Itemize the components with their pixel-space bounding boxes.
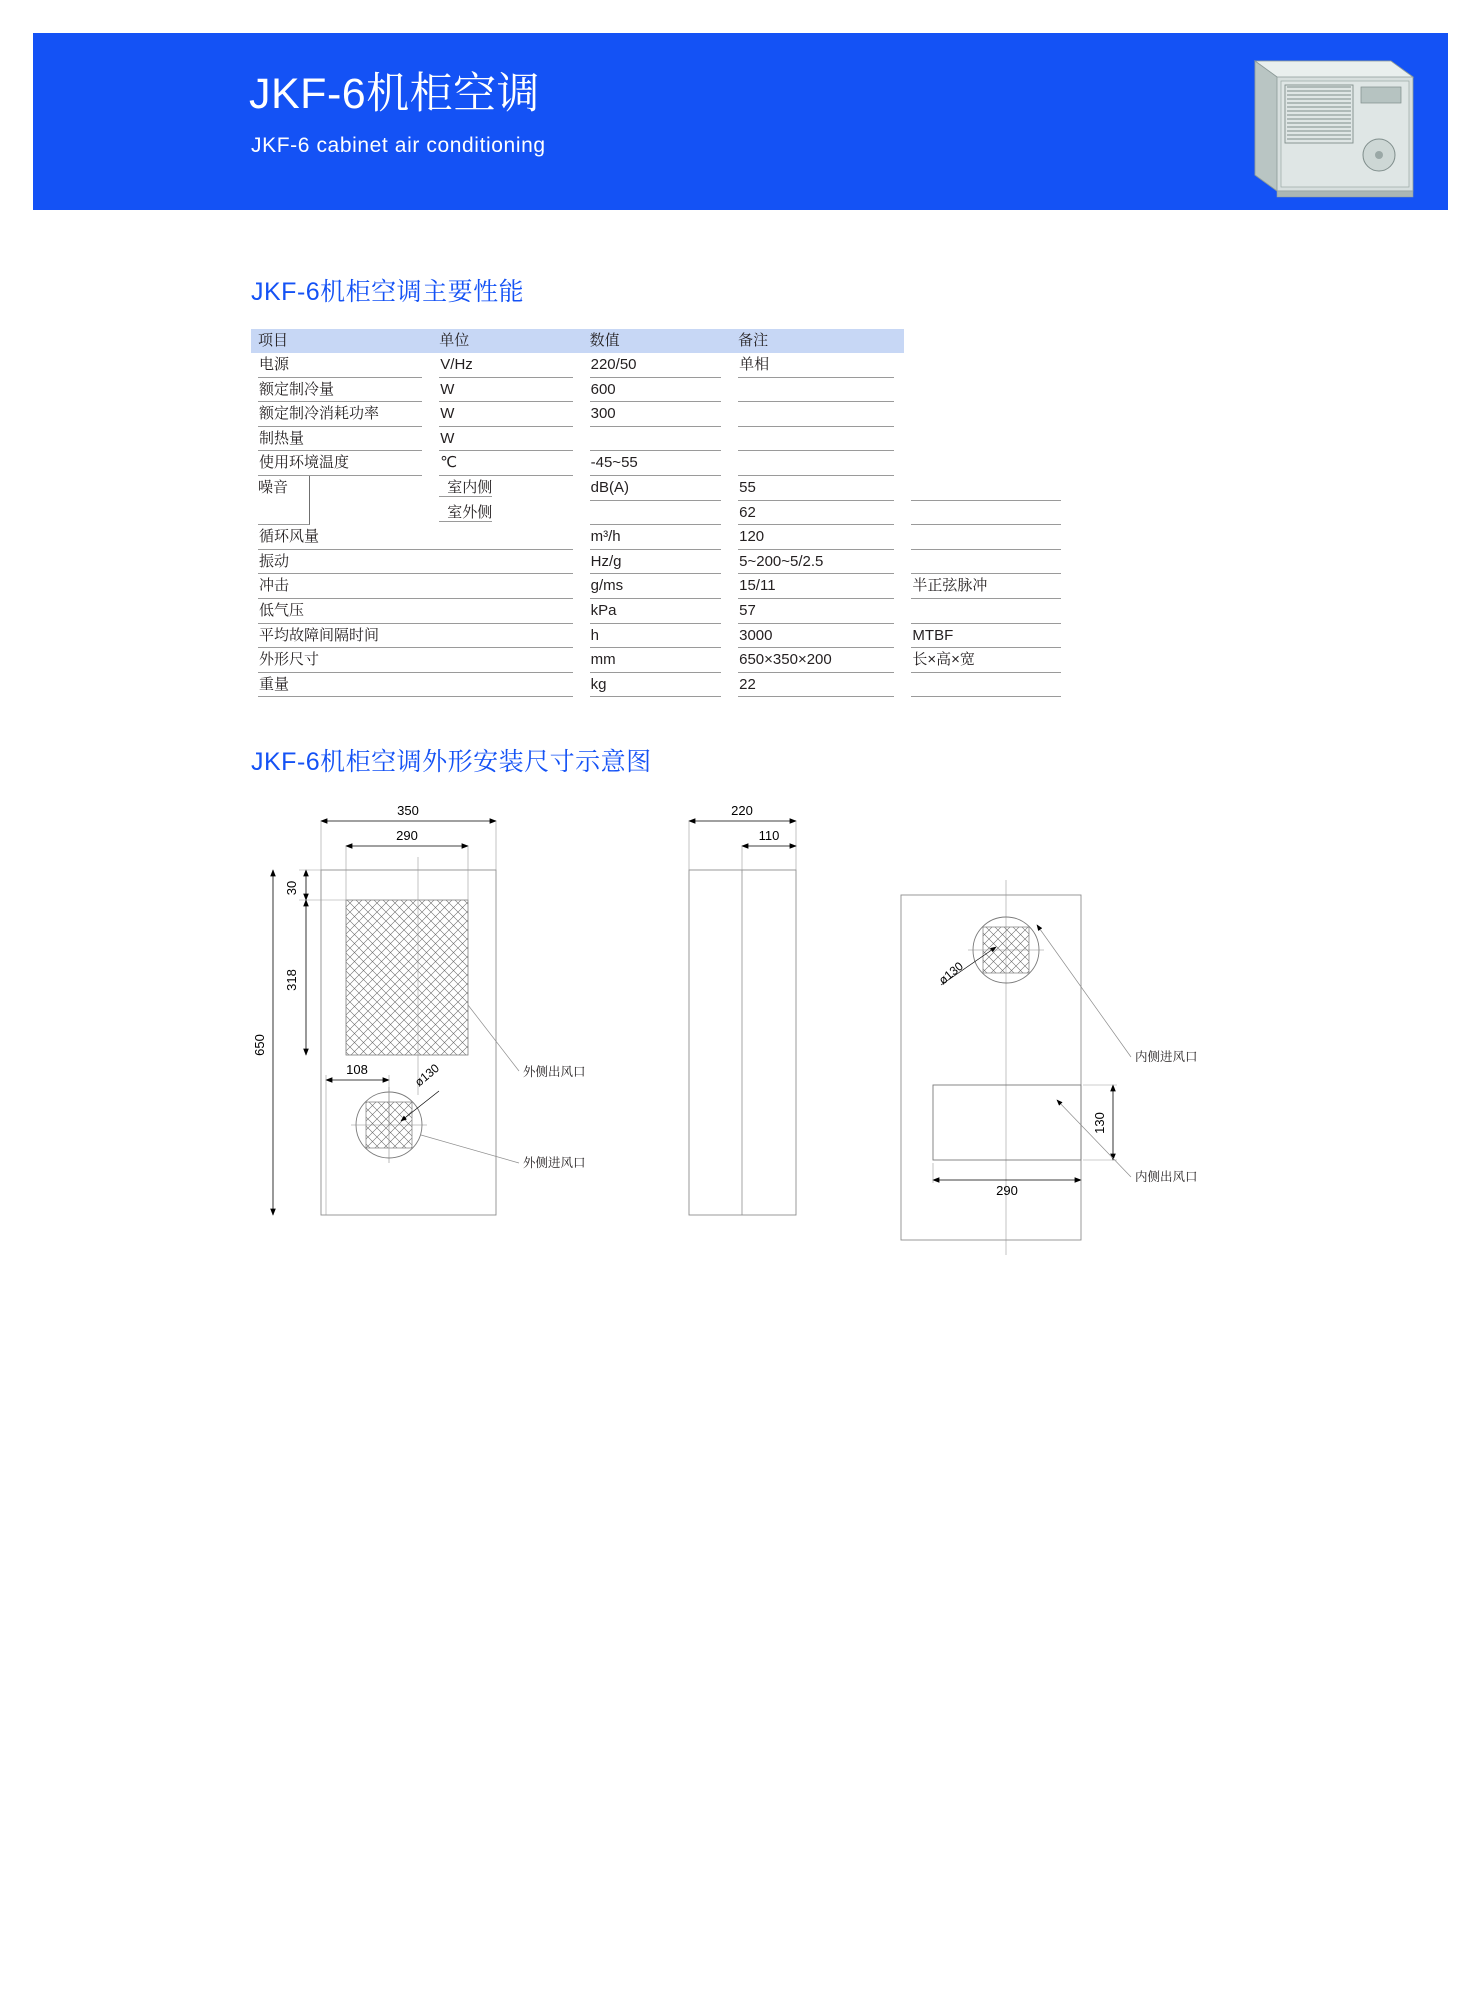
rear-view-drawing	[901, 880, 1198, 1255]
cell-value	[590, 427, 722, 452]
cell-item: 循环风量	[258, 525, 573, 550]
side-view-drawing	[689, 803, 796, 1215]
dim-label-rear-circle-diameter: ø130	[935, 958, 966, 988]
table-row	[251, 550, 1071, 575]
callout-outer-air-inlet: 外侧进风口	[523, 1156, 586, 1170]
cell-value: 650×350×200	[738, 648, 894, 673]
dimension-drawings	[251, 795, 1321, 1265]
cell-unit: W	[439, 378, 572, 403]
cell-item-noise: 噪音	[258, 476, 310, 525]
cell-remark	[911, 476, 1061, 501]
cell-item: 重量	[258, 673, 573, 698]
table-row	[251, 427, 1071, 452]
table-row	[251, 378, 1071, 403]
dim-label-width-total: 350	[397, 803, 419, 818]
column-header-unit: 单位	[432, 329, 582, 353]
column-header-value: 数值	[583, 329, 732, 353]
cell-item: 冲击	[258, 574, 573, 599]
cell-item: 电源	[258, 353, 422, 378]
cell-remark	[911, 501, 1061, 526]
cell-item: 平均故障间隔时间	[258, 624, 573, 649]
cell-value: -45~55	[590, 451, 722, 476]
cell-unit: g/ms	[590, 574, 722, 599]
cell-item: 额定制冷量	[258, 378, 422, 403]
cell-unit: V/Hz	[439, 353, 572, 378]
dim-label-grille-width: 290	[396, 828, 418, 843]
cell-unit: m³/h	[590, 525, 722, 550]
cell-remark	[738, 378, 894, 403]
cell-item: 使用环境温度	[258, 451, 422, 476]
cell-unit: kg	[590, 673, 722, 698]
cell-noise-sub-indoor: 室内侧	[439, 479, 492, 497]
table-row-noise-indoor	[251, 476, 1071, 501]
dim-label-circle-diameter: ø130	[411, 1060, 442, 1090]
dim-label-grille-height: 318	[284, 969, 299, 991]
cell-unit: kPa	[590, 599, 722, 624]
performance-section-heading: JKF-6机柜空调主要性能	[251, 278, 525, 306]
dimension-section-heading: JKF-6机柜空调外形安装尺寸示意图	[251, 748, 652, 776]
cell-remark: 长×高×宽	[911, 648, 1061, 673]
cell-remark: MTBF	[911, 624, 1061, 649]
dim-label-depth-total: 220	[731, 803, 753, 818]
dim-label-top-offset: 30	[284, 880, 299, 896]
dim-label-opening-height: 130	[1092, 1112, 1107, 1134]
cell-remark	[738, 427, 894, 452]
cell-remark	[738, 402, 894, 427]
cell-unit: dB(A)	[590, 476, 722, 501]
table-row	[251, 648, 1071, 673]
product-photo	[1241, 43, 1426, 208]
header-banner	[33, 33, 1448, 210]
table-row	[251, 353, 1071, 378]
cell-value: 5~200~5/2.5	[738, 550, 894, 575]
dim-label-height-total: 650	[252, 1034, 267, 1056]
table-row	[251, 451, 1071, 476]
dim-label-circle-offset: 108	[346, 1062, 368, 1077]
column-header-remark: 备注	[731, 329, 904, 353]
specification-table	[251, 329, 1071, 697]
table-row	[251, 624, 1071, 649]
dim-label-opening-width: 290	[996, 1183, 1018, 1198]
cell-value: 22	[738, 673, 894, 698]
cell-unit	[590, 501, 722, 526]
cell-remark	[911, 525, 1061, 550]
cell-value: 57	[738, 599, 894, 624]
cell-item: 低气压	[258, 599, 573, 624]
cell-unit: ℃	[439, 451, 572, 476]
cell-value: 55	[738, 476, 894, 501]
cell-value: 300	[590, 402, 722, 427]
cell-value: 220/50	[590, 353, 722, 378]
dim-label-depth-part: 110	[758, 828, 780, 843]
cell-value: 62	[738, 501, 894, 526]
cell-unit: mm	[590, 648, 722, 673]
cell-item: 制热量	[258, 427, 422, 452]
table-row	[251, 402, 1071, 427]
cell-remark: 半正弦脉冲	[911, 574, 1061, 599]
cell-remark	[911, 550, 1061, 575]
cell-remark	[911, 673, 1061, 698]
table-row	[251, 673, 1071, 698]
table-row	[251, 574, 1071, 599]
cell-unit: h	[590, 624, 722, 649]
cell-value: 120	[738, 525, 894, 550]
cell-remark	[911, 599, 1061, 624]
front-view-drawing	[252, 803, 586, 1215]
cell-value: 15/11	[738, 574, 894, 599]
cell-unit: W	[439, 427, 572, 452]
cell-value: 600	[590, 378, 722, 403]
cell-unit: W	[439, 402, 572, 427]
cell-item: 外形尺寸	[258, 648, 573, 673]
cell-unit: Hz/g	[590, 550, 722, 575]
cell-remark: 单相	[738, 353, 894, 378]
callout-inner-air-inlet: 内侧进风口	[1135, 1050, 1198, 1064]
page-subtitle: JKF-6 cabinet air conditioning	[251, 134, 546, 157]
column-header-item: 项目	[251, 329, 432, 353]
cell-item: 振动	[258, 550, 573, 575]
table-header-row	[251, 329, 1071, 353]
callout-inner-air-outlet: 内侧出风口	[1135, 1170, 1198, 1184]
page-title: JKF-6机柜空调	[249, 70, 541, 118]
callout-outer-air-outlet: 外侧出风口	[523, 1065, 586, 1079]
cell-item: 额定制冷消耗功率	[258, 402, 422, 427]
table-row	[251, 599, 1071, 624]
cell-value: 3000	[738, 624, 894, 649]
cell-remark	[738, 451, 894, 476]
table-row	[251, 525, 1071, 550]
cell-noise-sub-outdoor: 室外侧	[439, 504, 492, 522]
